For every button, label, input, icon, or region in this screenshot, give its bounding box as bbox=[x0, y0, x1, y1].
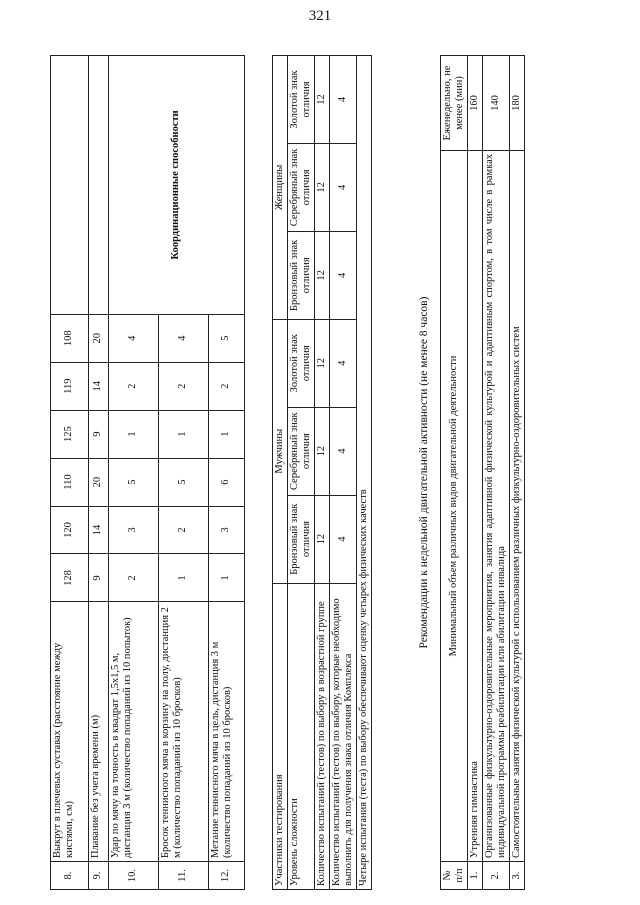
table-row bbox=[468, 56, 483, 890]
table-cell: 4 bbox=[330, 231, 357, 319]
activity-name: Организованные физкультурно-оздоровительные мероприятия, занятия адаптивной физической культурой и адаптивным спортом, в том числе в рамках индивидуальной программы реабилитации или абилитации инвалида bbox=[483, 150, 510, 861]
table-cell: 20 bbox=[89, 458, 109, 506]
table-row bbox=[483, 56, 510, 890]
table-cell: 128 bbox=[51, 554, 89, 602]
table-cell: 110 bbox=[51, 458, 89, 506]
minutes-cell: 160 bbox=[468, 56, 483, 151]
test-name: Удар по мячу на точность в квадрат 1,5х1,5 м, дистанция 3 м (количество попаданий из 10 попыток) bbox=[109, 602, 159, 862]
table-cell: 6 bbox=[209, 458, 245, 506]
table-row bbox=[109, 56, 159, 890]
table-cell: 5 bbox=[209, 314, 245, 362]
table-row bbox=[357, 56, 372, 890]
table-row bbox=[51, 56, 89, 890]
table-cell: 4 bbox=[330, 495, 357, 583]
table-row bbox=[510, 56, 525, 890]
table-cell: 2 bbox=[109, 554, 159, 602]
table-cell: 2 bbox=[159, 506, 209, 554]
table-cell: 12 bbox=[315, 56, 330, 144]
table-cell: 12 bbox=[315, 143, 330, 231]
row-number: 10. bbox=[109, 862, 159, 890]
test-name: Выкрут в плечевых суставах (расстояние между кистями, см) bbox=[51, 602, 89, 862]
row-label: Количество испытаний (тестов) по выбору в возрастной группе bbox=[315, 583, 330, 889]
test-name: Плавание без учета времени (м) bbox=[89, 602, 109, 862]
table-cell: 1 bbox=[209, 410, 245, 458]
tests-table bbox=[50, 55, 245, 890]
minutes-cell: 180 bbox=[510, 56, 525, 151]
row-number: 12. bbox=[209, 862, 245, 890]
table-cell: 4 bbox=[159, 314, 209, 362]
badge-header: Золотой знак отличия bbox=[288, 56, 315, 144]
activity-name: Самостоятельные занятия физической культурой с использованием различных физкультурно-оздоровительных систем bbox=[510, 150, 525, 861]
level-label: Уровень сложности bbox=[288, 583, 315, 889]
table-cell: 5 bbox=[109, 458, 159, 506]
table-cell: 14 bbox=[89, 506, 109, 554]
row-number: 8. bbox=[51, 862, 89, 890]
table-cell: 4 bbox=[109, 314, 159, 362]
table-cell: 120 bbox=[51, 506, 89, 554]
table-cell: 2 bbox=[159, 362, 209, 410]
table-cell: 108 bbox=[51, 314, 89, 362]
table-cell: 2 bbox=[109, 362, 159, 410]
table-cell: 12 bbox=[315, 319, 330, 407]
row-number: 1. bbox=[468, 862, 483, 890]
men-header: Мужчины bbox=[273, 319, 288, 583]
weekly-activity-table bbox=[440, 55, 525, 890]
table-cell: 2 bbox=[209, 362, 245, 410]
table-cell: 4 bbox=[330, 56, 357, 144]
minutes-cell: 140 bbox=[483, 56, 510, 151]
quality-cell bbox=[51, 56, 89, 315]
table-cell: 12 bbox=[315, 495, 330, 583]
table-cell: 3 bbox=[209, 506, 245, 554]
table-row bbox=[441, 56, 468, 890]
rotated-page-content bbox=[50, 55, 590, 890]
test-name: Метание теннисного мяча в цель, дистанция 3 м (количество попаданий из 10 бросков) bbox=[209, 602, 245, 862]
table-cell: 125 bbox=[51, 410, 89, 458]
table-row bbox=[288, 56, 315, 890]
header-num: № п/п bbox=[441, 862, 468, 890]
activity-name: Утренняя гимнастика bbox=[468, 150, 483, 861]
row-label: Количество испытаний (тестов) по выбору, которые необходимо выполнить для получения знака отличия Комплекса bbox=[330, 583, 357, 889]
table-cell: 1 bbox=[159, 554, 209, 602]
row-number: 3. bbox=[510, 862, 525, 890]
table-cell: 14 bbox=[89, 362, 109, 410]
table-cell: 4 bbox=[330, 143, 357, 231]
table-cell: 20 bbox=[89, 314, 109, 362]
row-number: 2. bbox=[483, 862, 510, 890]
table-cell: 4 bbox=[330, 319, 357, 407]
table-cell: 119 bbox=[51, 362, 89, 410]
table-cell: 9 bbox=[89, 410, 109, 458]
activity-caption: Рекомендации к недельной двигательной активности (не менее 8 часов) bbox=[418, 296, 430, 649]
table-row bbox=[315, 56, 330, 890]
table-row bbox=[273, 56, 288, 890]
badge-header: Серебряный знак отличия bbox=[288, 407, 315, 495]
header-name: Минимальный объем различных видов двигательной деятельности bbox=[441, 150, 468, 861]
table-row bbox=[89, 56, 109, 890]
table-cell: 1 bbox=[109, 410, 159, 458]
table-row bbox=[330, 56, 357, 890]
badge-header: Бронзовый знак отличия bbox=[288, 495, 315, 583]
table-cell: 4 bbox=[330, 407, 357, 495]
quality-label: Координационные способности bbox=[109, 56, 245, 315]
table-cell: 12 bbox=[315, 231, 330, 319]
table-cell: 1 bbox=[209, 554, 245, 602]
header-weekly: Еженедельно, не менее (мин) bbox=[441, 56, 468, 151]
row-number: 11. bbox=[159, 862, 209, 890]
badge-header: Бронзовый знак отличия bbox=[288, 231, 315, 319]
table-cell: 5 bbox=[159, 458, 209, 506]
badge-header: Серебряный знак отличия bbox=[288, 143, 315, 231]
note-row: Четыре испытания (теста) по выбору обеспечивают оценку четырех физических качеств bbox=[357, 56, 372, 890]
table-cell: 12 bbox=[315, 407, 330, 495]
page-number: 321 bbox=[308, 8, 332, 24]
women-header: Женщины bbox=[273, 56, 288, 320]
participants-label: Участники тестирования bbox=[273, 583, 288, 889]
badge-header: Золотой знак отличия bbox=[288, 319, 315, 407]
row-number: 9. bbox=[89, 862, 109, 890]
quality-cell bbox=[89, 56, 109, 315]
table-cell: 9 bbox=[89, 554, 109, 602]
badge-requirements-table bbox=[272, 55, 372, 890]
table-cell: 3 bbox=[109, 506, 159, 554]
table-cell: 1 bbox=[159, 410, 209, 458]
test-name: Бросок теннисного мяча в корзину на полу, дистанция 2 м (количество попаданий из 10 бросков) bbox=[159, 602, 209, 862]
